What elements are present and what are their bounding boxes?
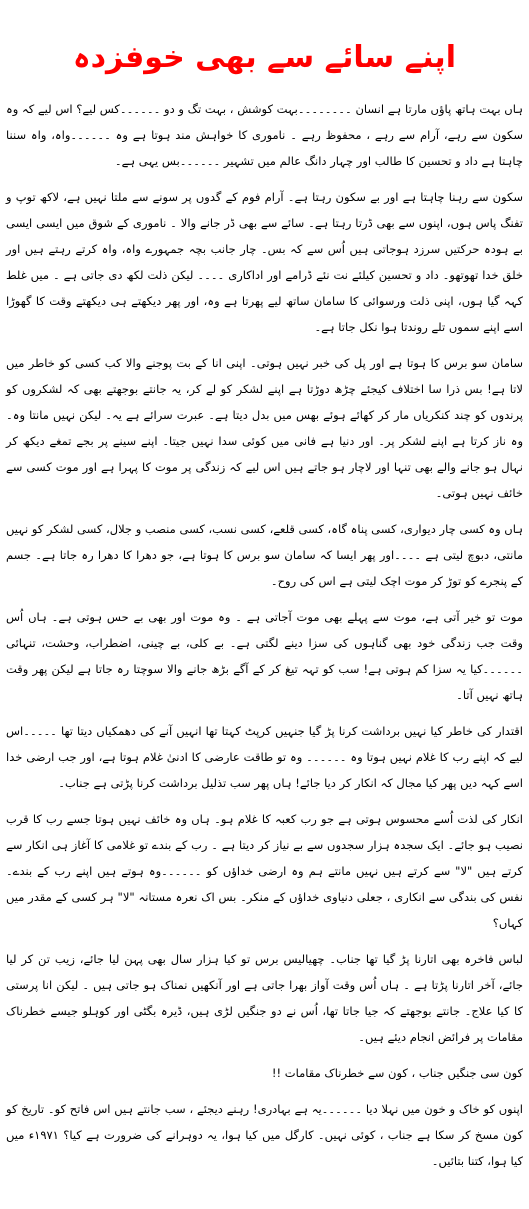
paragraph-1: ہاں بہت ہاتھ پاؤں مارتا ہے انسان ۔۔۔۔۔۔۔۔بہت کوشش ، بہت تگ و دو ۔۔۔۔۔۔کس لیے؟ اس لیے کہ وہ سکون سے رہے، آرام سے رہے ، محفوظ رہے ۔ ناموری کا خواہش مند ہوتا ہے وہ ۔۔۔۔۔۔واہ، واہ سننا چاہتا ہے داد و تحسین کا طالب اور چہار دانگ عالم میں تشہیر ۔۔۔۔۔۔بس یہی ہے۔ <box>6 102 523 168</box>
paragraph-4: ہاں وہ کسی چار دیواری، کسی پناہ گاہ، کسی قلعے، کسی نسب، کسی منصب و جلال، کسی لشکر کو نہیں مانتی، دبوچ لیتی ہے ۔۔۔۔اور پھر ایسا کہ سامان سو برس کا ہوتا ہے، جو دھرا کا دھرا رہ جاتا ہے۔ جسم کے پنجرے کو توڑ کر موت اچک لیتی ہے اس کی روح۔ <box>6 522 523 588</box>
paragraph-10: اپنوں کو خاک و خون میں نہلا دیا ۔۔۔۔۔۔یہ ہے بہادری! رہنے دیجئے ، سب جانتے ہیں اس فاتح کو۔ تاریخ کو کون مسخ کر سکا ہے جناب ، کوئی نہیں۔ کارگل میں کیا ہوا، یہ دوہرانے کی ضرورت ہے کیا؟ ۱۹۷۱ء میں کیا ہوا، کتنا بتائیں۔ <box>6 1102 523 1168</box>
article-body <box>6 96 523 1184</box>
paragraph-3: سامان سو برس کا ہوتا ہے اور پل کی خبر نہیں ہوتی۔ اپنی انا کے بت پوجنے والا کب کسی کو خاطر میں لاتا ہے! بس ذرا سا اختلاف کیجئے چڑھ دوڑتا ہے اپنے لشکر کو لے کر، یہ جانتے بوجھتے بھی کہ لشکروں کو پرندوں کو چند کنکریاں مار کر کھائے ہوئے بھس میں بدل دیتا ہے۔ عبرت سرائے ہے یہ۔ لیکن نہیں مانتا وہ۔ وہ ناز کرتا ہے اپنے لشکر پر۔ اور دنیا ہے فانی میں کوئی سدا نہیں جیتا۔ اپنے سینے پر بجے تمغے دیکھ کر نہال ہو جانے والے بھی تنہا اور لاچار ہو جاتے ہیں اس لیے کہ زندگی پر موت کا پہرا ہے اور موت کسی سے خائف نہیں ہوتی۔ <box>6 356 523 500</box>
paragraph-7: انکار کی لذت اُسے محسوس ہوتی ہے جو رب کعبہ کا غلام ہو۔ ہاں وہ خائف نہیں ہوتا جسے رب کا قرب نصیب ہو جائے۔ ایک سجدہ ہزار سجدوں سے بے نیاز کر دیتا ہے ۔ رب کے بندے تو غلامی کا آغاز ہی انکار سے کرتے ہیں "لا" سے کرتے ہیں نہیں مانتے ہم وہ ارضی خداؤں کو ۔۔۔۔۔۔وہ ہوتے ہیں اپنے رب کے بندے۔ نفس کی بندگی سے انکاری ، جعلی دنیاوی خداؤں کے منکر۔ بس اک نعرہ مستانہ "لا" ہر کسی کے مقدر میں کہاں؟ <box>6 812 523 930</box>
paragraph-5: موت تو خیر آتی ہے، موت سے پہلے بھی موت آجاتی ہے ۔ وہ موت اور بھی بے حس ہوتی ہے۔ ہاں اُس وقت جب زندگی خود بھی گناہوں کی سزا دینے لگتی ہے۔ بے کلی، بے چینی، اضطراب، وحشت، تنہائی ۔۔۔۔۔۔کیا یہ سزا کم ہوتی ہے! سب کو تہہ تیغ کر کے آگے بڑھ جانے والا سوچتا رہ جاتا ہے لیکن پھر وقت ہاتھ نہیں آتا۔ <box>6 610 523 702</box>
paragraph-9: کون سی جنگیں جناب ، کون سے خطرناک مقامات !! <box>271 1066 523 1080</box>
paragraph-6: اقتدار کی خاطر کیا نہیں برداشت کرنا پڑ گیا جنہیں کرپٹ کہتا تھا انہیں آنے کی دھمکیاں دیتا تھا ۔۔۔۔۔اس لیے کہ اپنے رب کا غلام نہیں ہوتا وہ ۔۔۔۔۔۔ وہ تو طاقت عارضی کا ادنیٰ غلام ہوتا ہے، اور جب ارضی خدا اسے کہہ دیں پھر کیا مجال کہ انکار کر دیا جائے! ہاں پھر سب تذلیل برداشت کرنا پڑتی ہے جناب۔ <box>6 724 523 790</box>
paragraph-2: سکون سے رہنا چاہتا ہے اور بے سکون رہتا ہے۔ آرام فوم کے گدوں پر سونے سے ملتا نہیں ہے، لاکھ توپ و تفنگ پاس ہوں، اپنوں سے بھی ڈرتا رہتا ہے۔ سائے سے بھی ڈر جانے والا ۔ ناموری کے شوق میں ایسی ایسی بے ہودہ حرکتیں سرزد ہوجاتی ہیں اُس سے کہ بس۔ چار جانب بچہ جمہورے واہ، واہ کرتے رہتے ہیں اور خلق خدا تھوتھو۔ داد و تحسین کیلئے نت نئے ڈرامے اور اداکاری ۔۔۔۔ لیکن ذلت لکھ دی جاتی ہے ۔ میں غلط کہہ گیا ہوں، اپنی ذلت ورسوائی کا سامان ساتھ لیے پھرتا ہے وہ، اور پھر دیکھتے ہی دیکھتے وقت کا گھوڑا اسے اپنے سموں تلے روندتا ہوا نکل جاتا ہے۔ <box>6 190 523 334</box>
paragraph-8: لباس فاخرہ بھی اتارنا پڑ گیا تھا جناب۔ چھیالیس برس تو کیا ہزار سال بھی پہن لیا جائے، زیب تن کر لیا جائے، آخر اتارنا پڑتا ہے ۔ ہاں اُس وقت آواز بھرا جاتی ہے اور آنکھیں نمناک ہو جاتی ہیں ۔ لیکن انا پرستی کا کیا علاج۔ جانتے بوجھتے کہ جیا جاتا تھا، اُس نے دو جنگیں لڑی ہیں، ڈیرہ بگٹی اور کوہلو جیسے خطرناک مقامات پر فرائض انجام دیئے ہیں۔ <box>6 952 523 1044</box>
article-title: اپنے سائے سے بھی خوفزدہ <box>73 40 456 75</box>
